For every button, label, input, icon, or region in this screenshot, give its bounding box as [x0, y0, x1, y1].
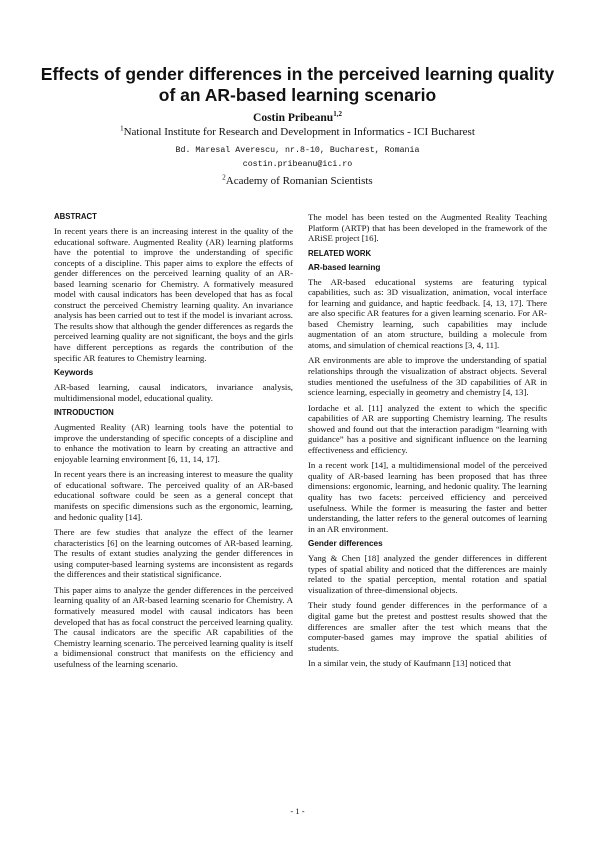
page-number: - 1 -: [290, 806, 305, 816]
affiliation-2-text: Academy of Romanian Scientists: [225, 175, 373, 187]
affiliation-1-sup: 1: [120, 124, 124, 133]
intro-paragraph: In recent years there is an increasing interest to measure the quality of educational software. The perceived quality of an AR-based educational software could be seen as a general concept that manifests on specific dimensions such as the ergonomic, learning, and hedonic quality [14].: [54, 469, 293, 522]
ar-paragraph: AR environments are able to improve the understanding of spatial relationships through the visualization of abstract objects. Several studies mentioned the usefulness of the 3D capabilities of AR in science learning, especially in geometry and chemistry [4, 13].: [308, 355, 547, 398]
paper-title: Effects of gender differences in the perceived learning quality of an AR-based learning scenario: [40, 64, 555, 105]
ar-paragraph: In a recent work [14], a multidimensional model of the perceived quality of AR-based learning has been proposed that has three dimensions: ergonomic, learning, and hedonic quality. The learning quality has two facets: perceived efficiency and perceived usefulness. While the former is measuring the faster and better understanding, the latter refers to the general outcomes of learning in an AR environment.: [308, 460, 547, 534]
right-column: [308, 212, 547, 674]
abstract-heading: ABSTRACT: [54, 212, 97, 221]
email: costin.pribeanu@ici.ro: [242, 160, 353, 169]
author-name: Costin Pribeanu: [253, 112, 334, 124]
affiliation-2-sup: 2: [222, 173, 226, 182]
author-sup: 1,2: [333, 110, 342, 119]
related-work-heading: RELATED WORK: [308, 248, 372, 258]
author-line: [40, 112, 555, 124]
keywords-text: AR-based learning, causal indicators, invariance analysis, multidimensional model, educational quality.: [54, 382, 293, 403]
keywords-heading: Keywords: [54, 368, 94, 378]
left-column: [54, 212, 293, 674]
address: Bd. Maresal Averescu, nr.8-10, Bucharest, Romania: [175, 146, 420, 155]
arise-paragraph: The model has been tested on the Augmented Reality Teaching Platform (ARTP) that has been developed in the framework of the ARiSE project [16].: [308, 212, 547, 244]
abstract-text: In recent years there is an increasing interest in the quality of the educational software. Augmented Reality (AR) learning platforms have the potential to improve the understanding of specific concepts of a discipline. This paper aims to explore the effects of gender differences on the perceived learning quality of an AR-based learning scenario for Chemistry. A formatively measured model with causal indicators has been developed that has as focal construct the perceived Chemistry learning quality. An invariance analysis has been carried out to test if the model is invariant across. The results show that although the gender differences as regards the perceived learning quality are not significant, the boys and the girls have different perceptions as regards the contribution of the specific AR features to Chemistry learning.: [54, 226, 293, 363]
affiliation-2: [40, 175, 555, 187]
intro-paragraph: Augmented Reality (AR) learning tools have the potential to improve the understanding of specific concepts of a discipline and to enhance the motivation to learn by creating an attractive and enjoyable learning environment [6, 11, 14, 17].: [54, 422, 293, 464]
ar-paragraph: The AR-based educational systems are featuring typical capabilities, such as: 3D visualization, animation, vocal interface for learning and guidance, and haptic feedback. [4, 13, 17]. There are also specific AR features for a given learning scenario. For AR-based Chemistry learning, such capabilities may include augmentation of an atom structure, building a molecule from atoms, and simulation of chemical reactions [3, 4, 11].: [308, 276, 547, 350]
intro-paragraph: This paper aims to analyze the gender differences in the perceived learning quality of an AR-based learning scenario for Chemistry. A formatively measured model with causal indicators has been developed that has as focal construct the perceived learning quality. The causal indicators are the specific AR capabilities of the Chemistry learning scenario. The perceived learning quality is itself a bidimensional construct that manifests on the efficiency and usefulness of the learning scenario.: [54, 584, 293, 669]
gender-paragraph: Their study found gender differences in the performance of a digital game but the pretest and posttest results showed that the differences are smaller after the test which means that the computer-based games may improve the spatial abilities of students.: [308, 600, 547, 653]
affiliation-1: [40, 126, 555, 138]
gender-paragraph: In a similar vein, the study of Kaufmann [13] noticed that: [308, 658, 512, 669]
gender-differences-heading: Gender differences: [308, 539, 383, 549]
introduction-heading: INTRODUCTION: [54, 408, 114, 418]
ar-paragraph: Iordache et al. [11] analyzed the extent to which the specific capabilities of AR are supporting Chemistry learning. The results showed and found out that the interaction paradigm “learning with guidance” has a positive and significant influence on the learning effectiveness and efficiency.: [308, 402, 547, 455]
gender-paragraph: Yang & Chen [18] analyzed the gender differences in different types of spatial ability and noticed that the differences are mainly related to the spatial perception, mental rotation and spatial visualization of three-dimensional objects.: [308, 553, 547, 595]
ar-learning-heading: AR-based learning: [308, 262, 381, 272]
intro-paragraph: There are few studies that analyze the effect of the learner characteristics [6] on the learning outcomes of AR-based learning. The results of extant studies analyzing the gender differences in using computer-based learning systems are inconsistent as regards the differences and their statistical significance.: [54, 527, 293, 580]
affiliation-1-text: National Institute for Research and Development in Informatics - ICI Bucharest: [123, 126, 475, 138]
